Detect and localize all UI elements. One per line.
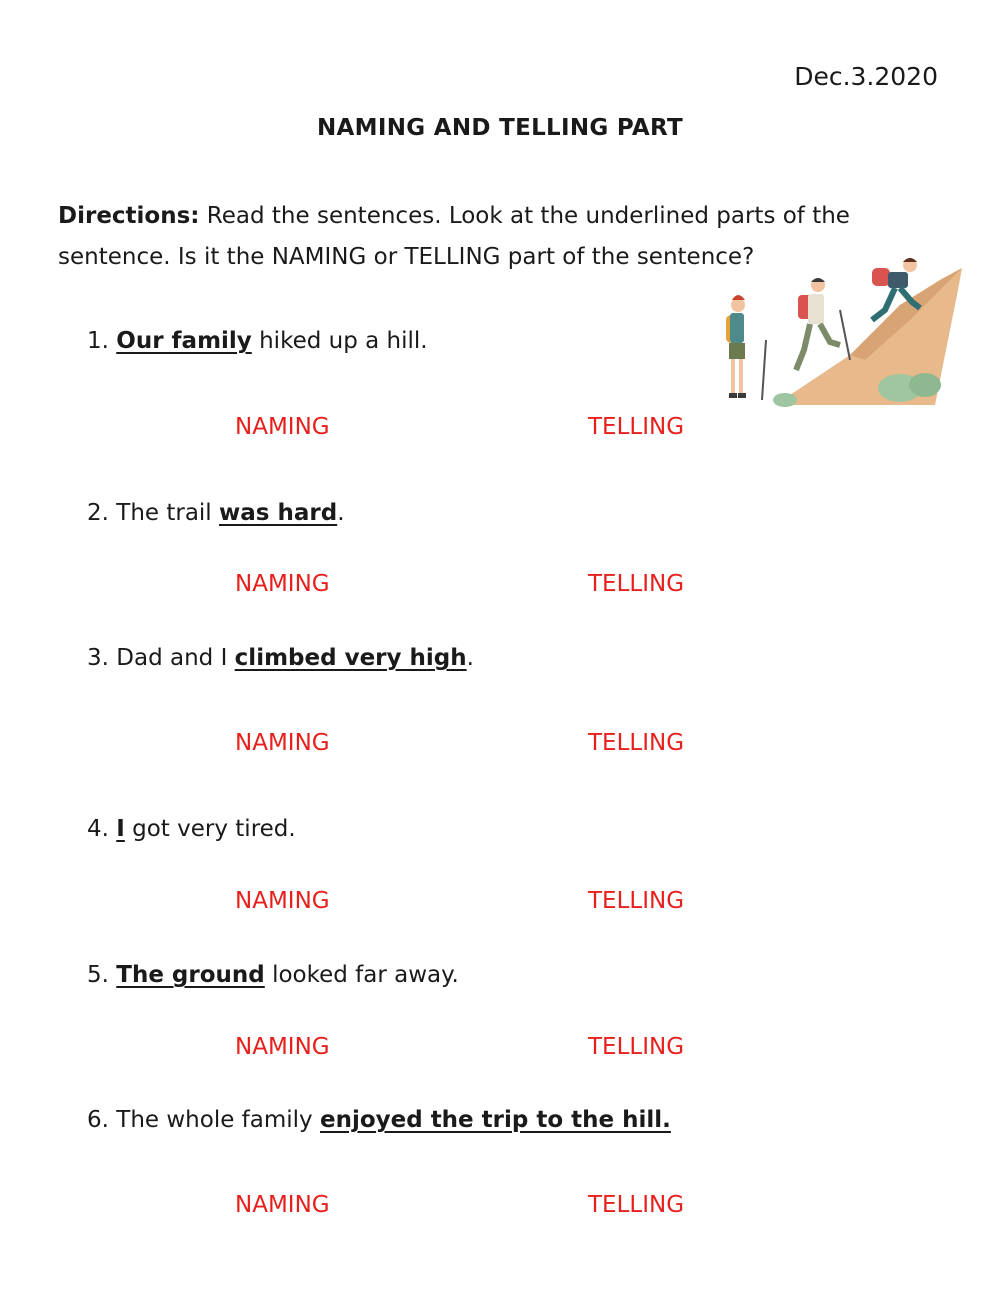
naming-option-6[interactable]: NAMING bbox=[235, 1192, 330, 1218]
underlined-part: was hard bbox=[219, 500, 338, 526]
question-number: 3. bbox=[87, 645, 117, 671]
question-number: 2. bbox=[87, 500, 117, 526]
telling-option-6[interactable]: TELLING bbox=[588, 1192, 685, 1218]
underlined-part: The ground bbox=[116, 962, 265, 988]
question-6 bbox=[87, 1107, 671, 1133]
question-1 bbox=[87, 328, 428, 354]
question-text-after: looked far away. bbox=[264, 962, 459, 988]
naming-option-3[interactable]: NAMING bbox=[235, 730, 330, 756]
telling-option-4[interactable]: TELLING bbox=[588, 888, 685, 914]
hikers-illustration bbox=[700, 250, 970, 420]
worksheet-title: NAMING AND TELLING PART bbox=[317, 115, 683, 141]
question-text-after: hiked up a hill. bbox=[251, 328, 428, 354]
question-number: 6. bbox=[87, 1107, 117, 1133]
telling-option-3[interactable]: TELLING bbox=[588, 730, 685, 756]
naming-option-2[interactable]: NAMING bbox=[235, 571, 330, 597]
question-3 bbox=[87, 645, 474, 671]
question-number: 4. bbox=[87, 816, 117, 842]
naming-option-4[interactable]: NAMING bbox=[235, 888, 330, 914]
telling-option-2[interactable]: TELLING bbox=[588, 571, 685, 597]
question-number: 5. bbox=[87, 962, 117, 988]
directions-text: Read the sentences. Look at the underlined parts of the sentence. Is it the NAMING or TELLING part of the sentence? bbox=[58, 203, 850, 270]
directions-label: Directions: bbox=[58, 203, 200, 229]
underlined-part: Our family bbox=[116, 328, 252, 354]
question-4 bbox=[87, 816, 296, 842]
question-5 bbox=[87, 962, 459, 988]
question-2 bbox=[87, 500, 345, 526]
question-text-before: The trail bbox=[116, 500, 220, 526]
underlined-part: enjoyed the trip to the hill. bbox=[319, 1107, 671, 1133]
telling-option-1[interactable]: TELLING bbox=[588, 414, 685, 440]
telling-option-5[interactable]: TELLING bbox=[588, 1034, 685, 1060]
underlined-part: climbed very high bbox=[234, 645, 467, 671]
question-text-before: The whole family bbox=[116, 1107, 320, 1133]
question-text-before: Dad and I bbox=[116, 645, 235, 671]
question-text-after: . bbox=[466, 645, 474, 671]
date: Dec.3.2020 bbox=[794, 62, 938, 91]
question-text-after: got very tired. bbox=[124, 816, 296, 842]
naming-option-1[interactable]: NAMING bbox=[235, 414, 330, 440]
underlined-part: I bbox=[116, 816, 125, 842]
question-text-after: . bbox=[337, 500, 345, 526]
naming-option-5[interactable]: NAMING bbox=[235, 1034, 330, 1060]
question-number: 1. bbox=[87, 328, 117, 354]
